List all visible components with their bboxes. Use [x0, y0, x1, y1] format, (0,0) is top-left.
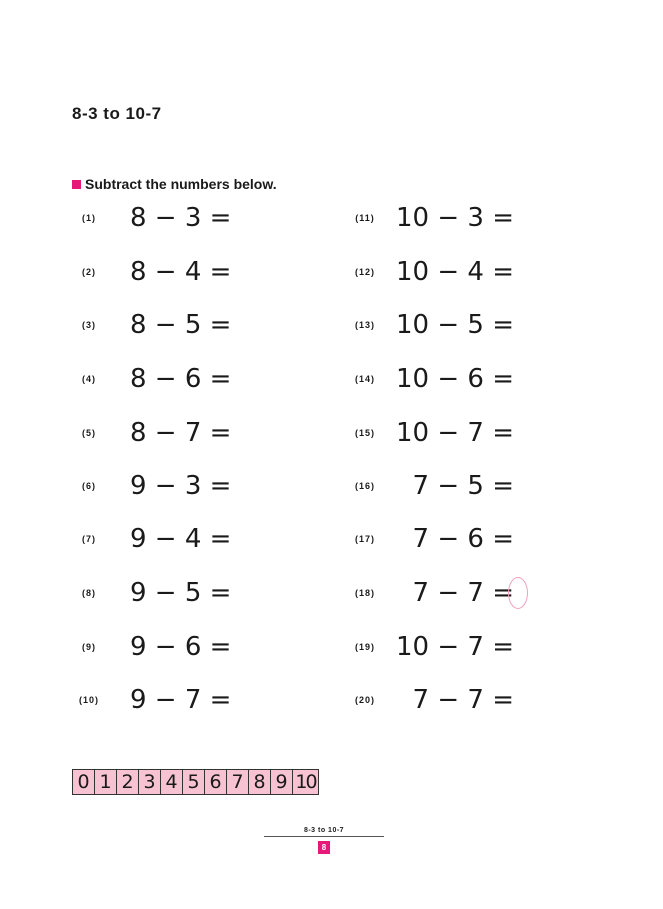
footer-label: 8-3 to 10-7 [303, 827, 345, 834]
problem-number: (16) [354, 481, 375, 491]
problem-expression: 9 − 5 = [130, 578, 232, 608]
problem-10 [68, 683, 231, 717]
problem-number: (17) [354, 534, 375, 544]
problem-expression: 8 − 6 = [130, 364, 232, 394]
problem-number: (5) [82, 428, 96, 438]
problem-number: (18) [354, 588, 375, 598]
number-line-cell: 9 [271, 770, 293, 794]
problem-number: (8) [82, 588, 96, 598]
problem-4 [68, 362, 231, 396]
problem-number: (14) [354, 374, 375, 384]
problem-number: (12) [354, 267, 375, 277]
problem-number: (4) [82, 374, 96, 384]
number-line-cell: 2 [117, 770, 139, 794]
answer-zero-mark [508, 577, 528, 609]
problem-17 [344, 522, 514, 556]
number-line-cell: 6 [205, 770, 227, 794]
problem-number: (1) [82, 213, 96, 223]
problem-14 [344, 362, 514, 396]
problem-18 [344, 576, 514, 610]
problem-number: (3) [82, 320, 96, 330]
problem-19 [344, 630, 514, 664]
problem-expression: 8 − 3 = [130, 203, 232, 233]
problem-expression: 10 − 6 = [396, 364, 514, 394]
problem-expression: 7 − 7 = [396, 685, 514, 715]
problem-expression: 9 − 3 = [130, 471, 232, 501]
number-line-cell: 5 [183, 770, 205, 794]
problem-1 [68, 201, 231, 235]
problem-20 [344, 683, 514, 717]
problem-number: (13) [354, 320, 375, 330]
page-number-badge: 8 [318, 841, 330, 854]
problem-expression: 7 − 7 = [396, 578, 514, 608]
number-line-cell: 3 [139, 770, 161, 794]
problem-16 [344, 469, 514, 503]
problem-expression: 10 − 4 = [396, 257, 514, 287]
number-line-cell: 7 [227, 770, 249, 794]
number-line [72, 769, 319, 795]
problem-expression: 9 − 6 = [130, 632, 232, 662]
problem-expression: 7 − 6 = [396, 524, 514, 554]
square-bullet-icon [72, 180, 81, 189]
problem-number: (7) [82, 534, 96, 544]
problem-expression: 10 − 5 = [396, 310, 514, 340]
number-line-cell: 0 [73, 770, 95, 794]
problem-expression: 8 − 5 = [130, 310, 232, 340]
problem-expression: 9 − 4 = [130, 524, 232, 554]
problem-15 [344, 416, 514, 450]
number-line-cell: 4 [161, 770, 183, 794]
problem-6 [68, 469, 231, 503]
problem-number: (20) [354, 695, 375, 705]
problem-number: (9) [82, 642, 96, 652]
number-line-cell: 1 [95, 770, 117, 794]
problem-expression: 10 − 7 = [396, 418, 514, 448]
problem-number: (2) [82, 267, 96, 277]
problem-2 [68, 255, 231, 289]
footer-divider [264, 836, 384, 837]
problem-8 [68, 576, 231, 610]
problem-expression: 8 − 7 = [130, 418, 232, 448]
instruction-text: Subtract the numbers below. [85, 176, 277, 192]
problem-number: (11) [355, 213, 375, 223]
problem-9 [68, 630, 231, 664]
page-title: 8-3 to 10-7 [72, 104, 162, 123]
problem-expression: 9 − 7 = [130, 685, 232, 715]
problem-5 [68, 416, 231, 450]
number-line-cell: 10 [293, 770, 318, 794]
problem-11 [344, 201, 514, 235]
problem-expression: 8 − 4 = [130, 257, 232, 287]
problem-number: (10) [78, 695, 99, 705]
problem-number: (19) [354, 642, 375, 652]
problem-expression: 7 − 5 = [396, 471, 514, 501]
number-line-cell: 8 [249, 770, 271, 794]
problem-3 [68, 308, 231, 342]
instruction [72, 176, 277, 192]
problem-expression: 10 − 3 = [396, 203, 514, 233]
problem-number: (15) [354, 428, 375, 438]
problem-13 [344, 308, 514, 342]
problem-7 [68, 522, 231, 556]
problem-12 [344, 255, 514, 289]
problem-expression: 10 − 7 = [396, 632, 514, 662]
problem-number: (6) [82, 481, 96, 491]
